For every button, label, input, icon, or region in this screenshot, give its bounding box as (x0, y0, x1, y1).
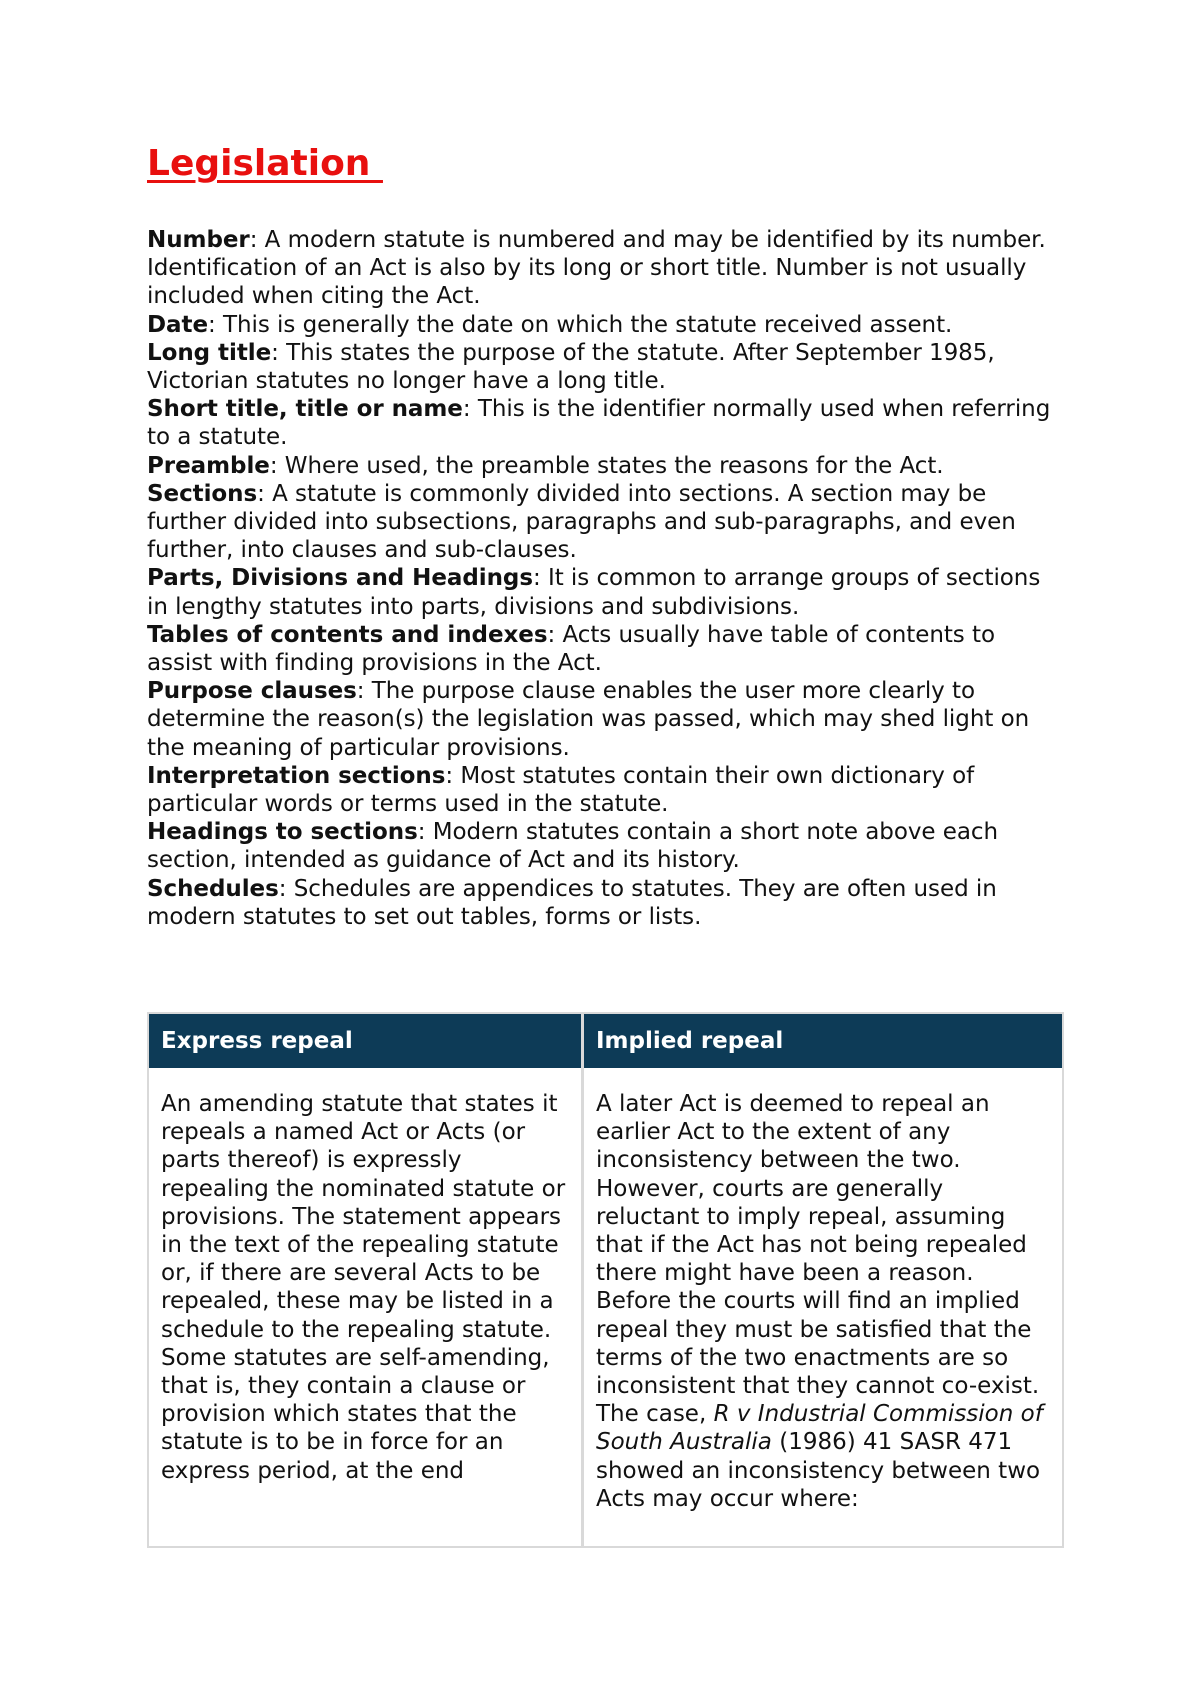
definition-item (147, 395, 1067, 451)
definition-term: Sections (147, 480, 258, 507)
definition-term: Date (147, 311, 209, 338)
definition-term: Tables of contents and indexes (147, 621, 548, 648)
definition-item (147, 452, 1067, 480)
table-header-implied-repeal: Implied repeal (581, 1014, 1062, 1068)
definition-item (147, 621, 1067, 677)
definition-term: Schedules (147, 875, 279, 902)
table-cell-express-repeal (149, 1068, 581, 1546)
definition-text: : Modern statutes contain a short note above each section, intended as guidance of Act and its history. (147, 819, 999, 874)
definition-term: Headings to sections (147, 819, 418, 846)
case-prefix: The case, (596, 1401, 714, 1428)
express-repeal-paragraph: Some statutes are self-amending, that is, they contain a clause or provision which states that the statute is to be in force for an express period, at the end (161, 1344, 550, 1484)
definition-text: : The purpose clause enables the user more clearly to determine the reason(s) the legislation was passed, which may shed light on the meaning of particular provisions. (147, 678, 1030, 761)
definition-text: : Most statutes contain their own dictionary of particular words or terms used in the statute. (147, 762, 975, 818)
case-name: R v Industrial Commission of South Australia (596, 1401, 1043, 1456)
document-title: Legislation (147, 143, 383, 184)
definition-term: Parts, Divisions and Headings (147, 565, 533, 592)
definition-item (147, 226, 1067, 311)
document-page (147, 142, 1067, 931)
definition-item (147, 480, 1067, 565)
definition-item (147, 818, 1067, 874)
table-header-express-repeal: Express repeal (149, 1014, 581, 1068)
definition-text: : Schedules are appendices to statutes. They are often used in modern statutes to set out tables, forms or lists. (147, 875, 997, 930)
definition-text: : This is generally the date on which the statute received assent. (208, 311, 953, 338)
table-cell-implied-repeal (581, 1068, 1062, 1546)
definition-term: Short title, title or name (147, 396, 463, 423)
implied-repeal-case-paragraph (596, 1400, 1052, 1513)
definition-term: Purpose clauses (147, 678, 357, 705)
definition-item (147, 564, 1067, 620)
definition-text: : This states the purpose of the statute. After September 1985, Victorian statutes no longer have a long title. (147, 339, 995, 395)
definition-term: Number (147, 227, 250, 253)
express-repeal-paragraph: An amending statute that states it repeals a named Act or Acts (or parts thereof) is expressly repealing the nominated statute or provisions. The statement appears in the text of the repealing statute or, if there are several Acts to be repealed, these may be listed in a schedule to the repealing statute. (161, 1091, 566, 1343)
definition-item (147, 875, 1067, 931)
definition-term: Long title (147, 339, 272, 366)
definition-text: : This is the identifier normally used when referring to a statute. (147, 396, 1051, 451)
definition-text: : A statute is commonly divided into sections. A section may be further divided into subsections, paragraphs and sub-paragraphs, and even further, into clauses and sub-clauses. (147, 480, 1016, 564)
definitions-list (147, 226, 1067, 931)
definition-text: : A modern statute is numbered and may be identified by its number. Identification of an Act is also by its long or short title. Number is not usually included when citing the Act. (147, 227, 1046, 310)
definition-item (147, 311, 1067, 339)
implied-repeal-paragraph: A later Act is deemed to repeal an earlier Act to the extent of any inconsistency between the two. However, courts are generally reluctant to imply repeal, assuming that if the Act has not being repealed there might have been a reason. Before the courts will find an implied repeal they must be satisfied that the terms of the two enactments are so inconsistent that they cannot co-exist. (596, 1091, 1040, 1400)
definition-item (147, 677, 1067, 762)
definition-item (147, 762, 1067, 818)
definition-term: Preamble (147, 452, 270, 479)
definition-item (147, 339, 1067, 395)
case-suffix: (1986) 41 SASR 471 showed an inconsistency between two Acts may occur where: (596, 1429, 1041, 1512)
definition-text: : It is common to arrange groups of sections in lengthy statutes into parts, divisions and subdivisions. (147, 565, 1041, 620)
definition-term: Interpretation sections (147, 762, 446, 789)
definition-text: : Acts usually have table of contents to assist with finding provisions in the Act. (147, 621, 995, 677)
repeal-comparison-table (147, 1012, 1064, 1548)
definition-text: : Where used, the preamble states the reasons for the Act. (269, 452, 944, 479)
